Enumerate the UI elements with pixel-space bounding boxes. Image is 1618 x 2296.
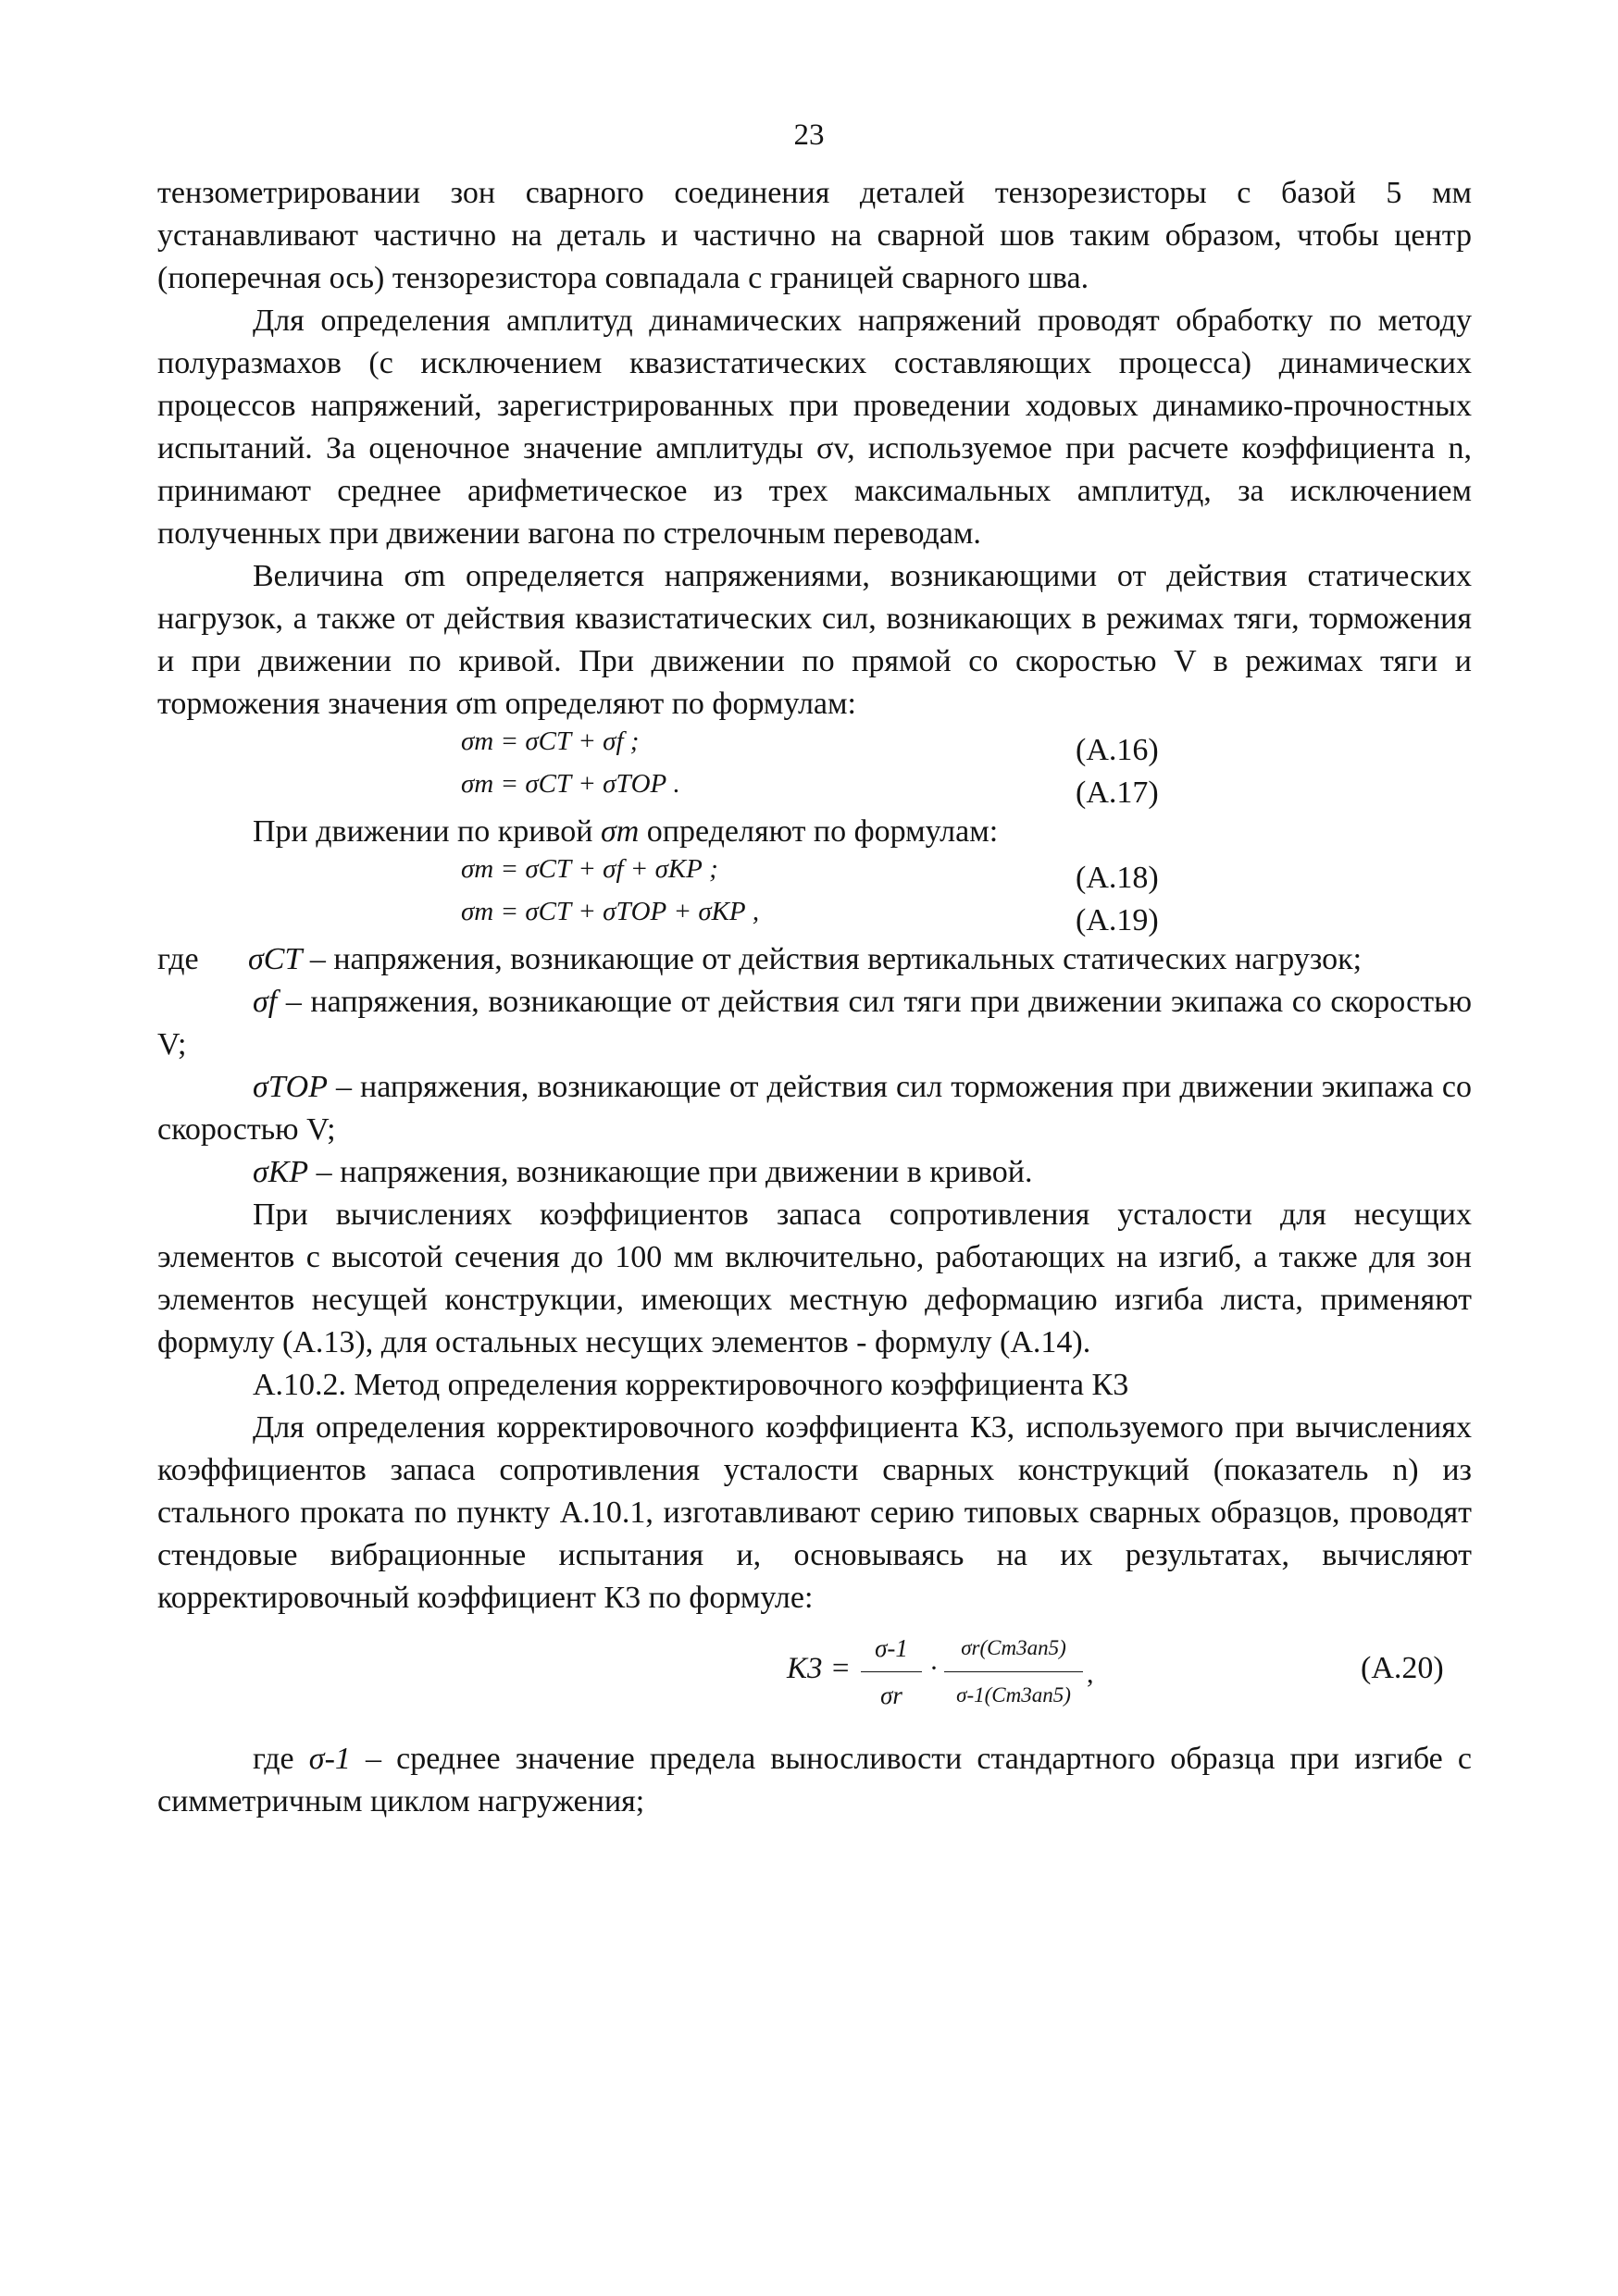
equation-expression: σm = σСТ + σf + σКР ; (461, 854, 718, 884)
fraction-denominator: σr (880, 1682, 902, 1709)
section-heading-a10-2: А.10.2. Метод определения корректировочного коэффициента К3 (253, 1368, 1129, 1402)
sigma-kr-symbol: σКР (253, 1155, 309, 1189)
equation-expression: σm = σСТ + σТОР + σКР , (461, 897, 760, 926)
equation-number: (А.16) (1076, 733, 1159, 767)
sigma-m-symbol: σm (600, 814, 640, 849)
paragraph-calculations: При вычислениях коэффициентов запаса сопротивления усталости для несущих элементов с высотой сечения до 100 мм включительно, работающих на изгиб, а также для зон элементов несущей конструкции, имеющих местную деформацию изгиба листа, применяют формулу (А.13), для остальных несущих элементов - формулу (А.14). (157, 1198, 1472, 1359)
fraction-numerator: σ-1 (861, 1627, 922, 1672)
definition-sigma-st (157, 938, 1472, 981)
equation-number: (А.18) (1076, 861, 1159, 895)
fraction-numerator: σr(Cm3an5) (944, 1627, 1083, 1672)
equation-expression: σm = σСТ + σf ; (461, 726, 640, 756)
equation-comma: , (1087, 1658, 1094, 1689)
equation-a20 (157, 1627, 1472, 1729)
equation-a19 (157, 896, 1472, 938)
multiplication-dot: · (929, 1653, 939, 1683)
equation-number: (А.17) (1076, 776, 1159, 810)
equation-a16 (157, 726, 1472, 768)
definition-text: – напряжения, возникающие при движении в кривой. (316, 1155, 1033, 1189)
paragraph-amplitudes: Для определения амплитуд динамических напряжений проводят обработку по методу полуразмахов (с исключением квазистатических составляющих процесса) динамических процессов напряжений, зарегистрированных при проведении ходовых динамико-прочностных испытаний. За оценочное значение амплитуды σv, используемое при расчете коэффициента n, принимают среднее арифметическое из трех максимальных амплитуд, за исключением полученных при движении вагона по стрелочным переводам. (157, 304, 1472, 551)
document-body (157, 172, 1472, 1823)
paragraph-curve (157, 811, 1472, 853)
sigma-st-symbol: σСТ (248, 942, 303, 976)
sigma-minus-1-symbol: σ-1 (308, 1742, 351, 1776)
where-label: где (157, 942, 199, 976)
fraction-first (861, 1627, 922, 1717)
equation-number: (А.20) (1361, 1651, 1444, 1685)
definition-text: – напряжения, возникающие от действия вертикальных статических нагрузок; (309, 942, 1363, 976)
fraction-denominator: σ-1(Cm3an5) (956, 1683, 1071, 1706)
where-label: где (253, 1742, 294, 1776)
equation-lhs: K3 = (787, 1652, 852, 1685)
equation-expression: σm = σСТ + σТОР . (461, 769, 680, 799)
definition-text: – напряжения, возникающие от действия сил торможения при движении экипажа со скоростью V; (157, 1070, 1472, 1147)
definition-sigma-kr (157, 1151, 1472, 1194)
paragraph-sigma-m: Величина σm определяется напряжениями, возникающими от действия статических нагрузок, а также от действия квазистатических сил, возникающих в режимах тяги, торможения и при движении по кривой. При движении по прямой со скоростью V в режимах тяги и торможения значения σm определяют по формулам: (157, 559, 1472, 721)
fraction-second (944, 1627, 1083, 1717)
equation-a17 (157, 768, 1472, 811)
equation-a18 (157, 853, 1472, 896)
definition-sigma-f (157, 981, 1472, 1066)
definition-text: – напряжения, возникающие от действия сил тяги при движении экипажа со скоростью V; (157, 985, 1472, 1061)
paragraph-continuation: тензометрировании зон сварного соединения деталей тензорезисторы с базой 5 мм устанавливают частично на деталь и частично на сварной шов таким образом, чтобы центр (поперечная ось) тензорезистора совпадала с границей сварного шва. (157, 176, 1472, 295)
sigma-f-symbol: σf (253, 985, 278, 1019)
page-number: 23 (793, 118, 825, 152)
text-span: При движении по кривой (253, 814, 593, 849)
text-span: определяют по формулам: (646, 814, 999, 849)
definition-sigma-minus-1 (157, 1738, 1472, 1823)
definition-text: – среднее значение предела выносливости стандартного образца при изгибе с симметричным циклом нагружения; (157, 1742, 1472, 1818)
paragraph-k3-method: Для определения корректировочного коэффициента К3, используемого при вычислениях коэффициентов запаса сопротивления усталости сварных конструкций (показатель n) из стального проката по пункту А.10.1, изготавливают серию типовых сварных образцов, проводят стендовые вибрационные испытания и, основываясь на их результатах, вычисляют корректировочный коэффициент К3 по формуле: (157, 1410, 1472, 1615)
sigma-tor-symbol: σТОР (253, 1070, 328, 1104)
definition-sigma-tor (157, 1066, 1472, 1151)
equation-number: (А.19) (1076, 903, 1159, 937)
